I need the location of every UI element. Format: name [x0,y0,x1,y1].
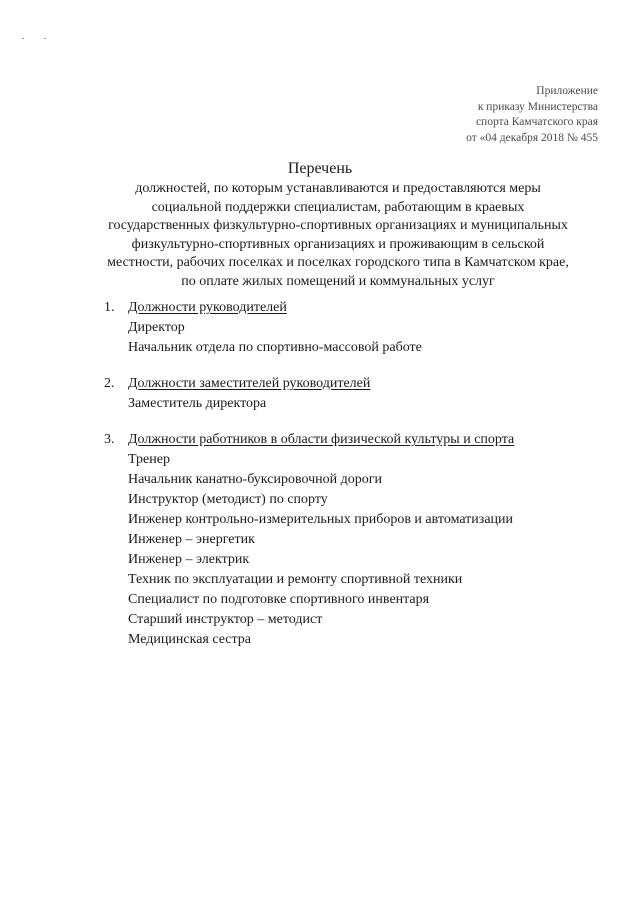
list-item: Инженер – энергетик [128,532,255,547]
section-items [104,394,604,414]
list-item: Старший инструктор – методист [128,612,323,627]
appendix-header-line: Приложение [536,85,598,97]
section-items [104,318,604,358]
appendix-header-line: от «04 декабря 2018 № 455 [466,131,598,144]
subtitle-line: по оплате жилых помещений и коммунальных услуг [181,273,495,289]
document-title: Перечень [287,160,353,177]
list-item: Техник по эксплуатации и ремонту спортивной техники [128,572,463,587]
document-subtitle [88,180,588,291]
list-item: Инженер контрольно-измерительных приборов и автоматизации [128,512,514,527]
subtitle-line: должностей, по которым устанавливаются и предоставляются меры [135,181,541,196]
positions-list [104,298,604,666]
scan-speck [22,38,24,39]
section-heading [104,374,604,394]
section-number: 3. [104,432,115,447]
appendix-header-line: спорта Камчатского края [475,116,598,128]
section-managers [104,298,604,358]
section-title: Должности заместителей руководителей [128,376,371,391]
subtitle-line: социальной поддержки специалистам, работающим в краевых [151,199,525,215]
list-item: Тренер [128,452,170,467]
appendix-header-line: к приказу Министерства [477,100,598,113]
list-item: Заместитель директора [128,396,267,411]
scan-speck [44,38,46,39]
list-item: Директор [128,320,185,335]
subtitle-line: физкультурно-спортивных организациях и проживающим в сельской [131,236,545,252]
list-item: Специалист по подготовке спортивного инвентаря [128,592,430,607]
list-item: Начальник канатно-буксировочной дороги [128,472,383,487]
section-title: Должности работников в области физической культуры и спорта [128,432,515,447]
section-number: 1. [104,300,115,315]
list-item: Медицинская сестра [128,632,252,647]
appendix-header [358,84,598,146]
section-deputies [104,374,604,414]
section-heading [104,298,604,318]
subtitle-line: местности, рабочих поселках и поселках городского типа в Камчатском крае, [107,255,569,270]
list-item: Инструктор (методист) по спорту [128,492,328,507]
section-heading [104,430,604,450]
section-number: 2. [104,376,115,391]
list-item: Инженер – электрик [128,552,250,567]
section-items [104,450,604,650]
list-item: Начальник отдела по спортивно-массовой работе [128,340,422,355]
section-title: Должности руководителей [128,300,287,315]
subtitle-line: государственных физкультурно-спортивных организациях и муниципальных [108,218,568,233]
section-sports-workers [104,430,604,650]
